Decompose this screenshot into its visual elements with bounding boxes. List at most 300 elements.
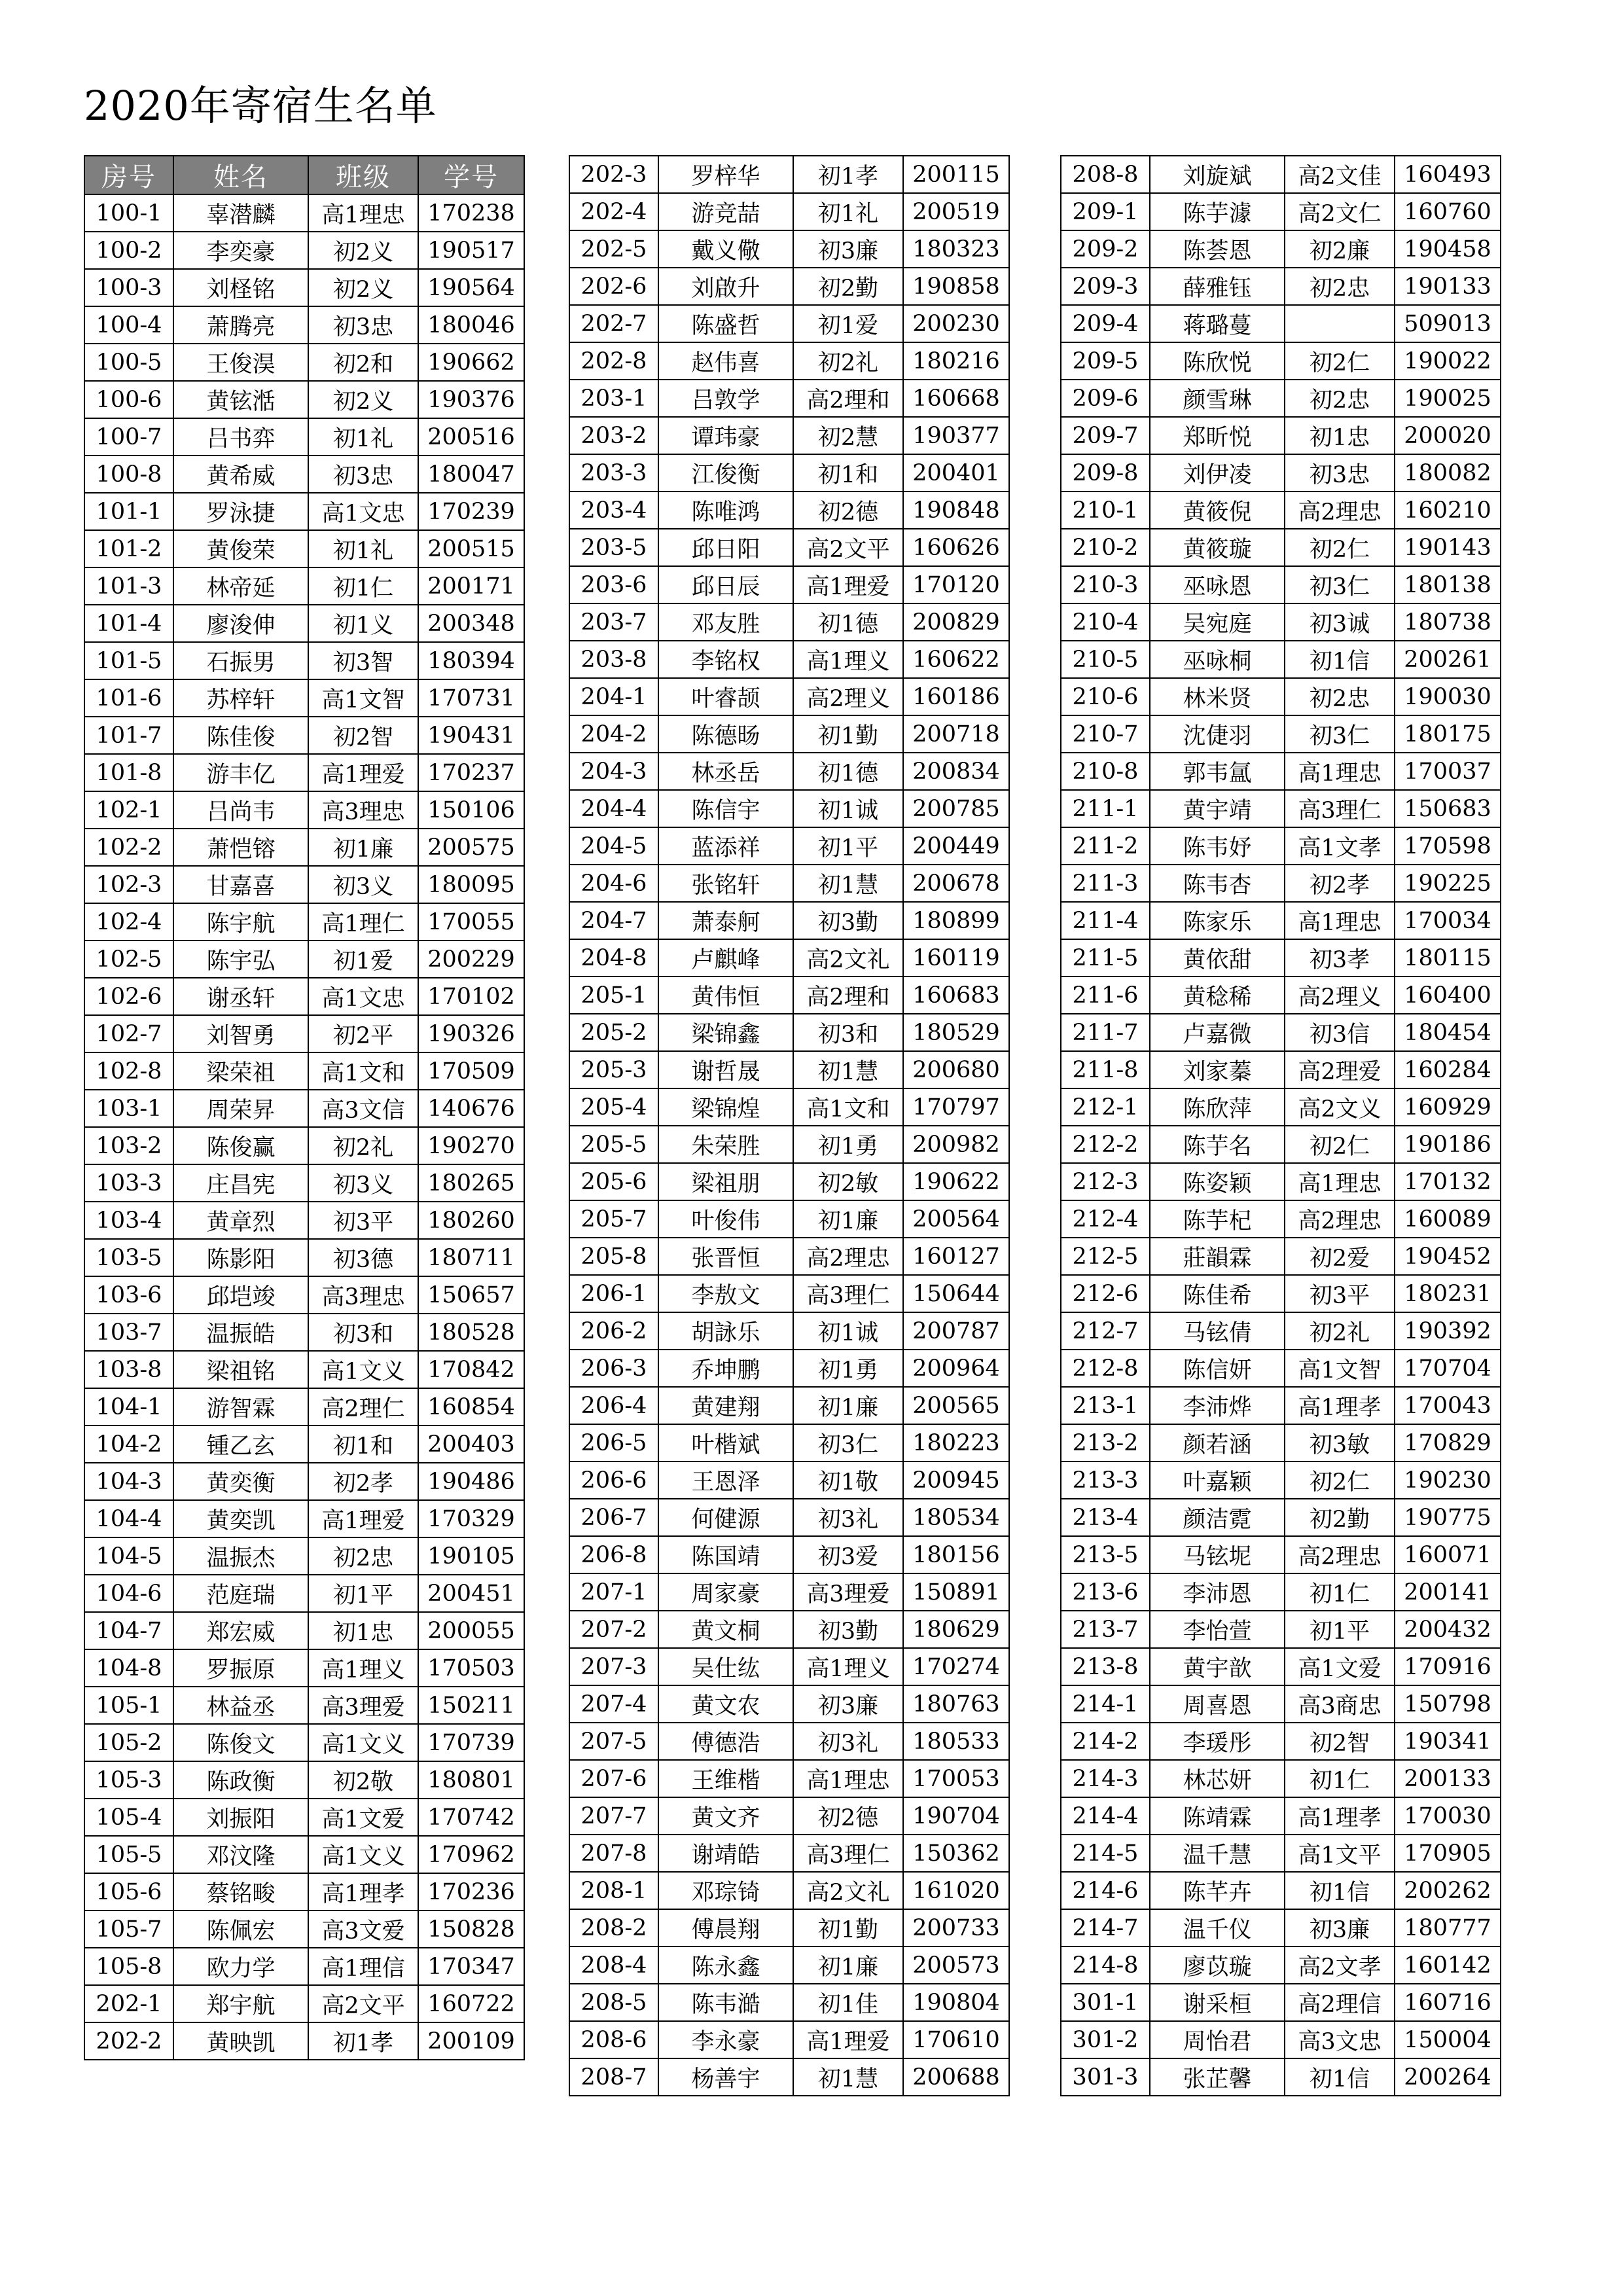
cell-name: 黄奕凯 <box>173 1500 308 1537</box>
cell-id: 170120 <box>903 566 1009 603</box>
cell-name: 林益丞 <box>173 1687 308 1724</box>
table-row <box>84 866 524 903</box>
cell-id: 190270 <box>418 1127 524 1164</box>
table-row <box>1061 1051 1501 1088</box>
cell-class: 初2义 <box>308 269 418 306</box>
cell-class: 高2理爱 <box>1285 1051 1395 1088</box>
cell-name: 陈国靖 <box>658 1536 793 1573</box>
cell-name: 郭韦氲 <box>1150 753 1285 790</box>
cell-id: 180777 <box>1395 1909 1501 1946</box>
cell-room: 203-4 <box>569 492 658 529</box>
cell-class: 高1理爱 <box>793 2021 903 2058</box>
cell-room: 210-8 <box>1061 753 1150 790</box>
cell-room: 202-3 <box>569 156 658 193</box>
table-row <box>1061 902 1501 939</box>
cell-name: 刘智勇 <box>173 1015 308 1052</box>
table-row <box>1061 1611 1501 1648</box>
cell-id: 200348 <box>418 605 524 642</box>
cell-id: 170731 <box>418 679 524 717</box>
cell-room: 214-2 <box>1061 1723 1150 1760</box>
cell-room: 100-3 <box>84 269 173 306</box>
cell-name: 朱荣胜 <box>658 1126 793 1163</box>
cell-id: 160716 <box>1395 1984 1501 2021</box>
cell-id: 170598 <box>1395 827 1501 865</box>
cell-name: 郑宇航 <box>173 1985 308 2022</box>
cell-name: 蔡铭畯 <box>173 1873 308 1910</box>
table-row <box>569 268 1009 305</box>
cell-id: 170503 <box>418 1649 524 1687</box>
cell-class: 初3勤 <box>793 902 903 939</box>
cell-name: 刘啟升 <box>658 268 793 305</box>
cell-class: 初1平 <box>308 1575 418 1612</box>
cell-room: 208-6 <box>569 2021 658 2058</box>
cell-name: 周荣昇 <box>173 1090 308 1127</box>
table-row <box>569 1723 1009 1760</box>
table-row <box>1061 1275 1501 1312</box>
cell-room: 211-3 <box>1061 865 1150 902</box>
cell-room: 205-3 <box>569 1051 658 1088</box>
cell-room: 100-4 <box>84 306 173 344</box>
cell-room: 214-8 <box>1061 1946 1150 1984</box>
cell-name: 巫咏恩 <box>1150 566 1285 603</box>
table-row <box>84 1202 524 1239</box>
cell-name: 陈佳希 <box>1150 1275 1285 1312</box>
table-row <box>569 1200 1009 1238</box>
cell-name: 傅德浩 <box>658 1723 793 1760</box>
cell-name: 林米贤 <box>1150 678 1285 715</box>
table-row <box>84 1052 524 1090</box>
cell-class: 初3平 <box>308 1202 418 1239</box>
cell-room: 212-8 <box>1061 1350 1150 1387</box>
roster-table-1 <box>84 155 525 2060</box>
cell-id: 180047 <box>418 456 524 493</box>
cell-room: 100-1 <box>84 194 173 232</box>
cell-id: 160089 <box>1395 1200 1501 1238</box>
cell-room: 102-7 <box>84 1015 173 1052</box>
table-row <box>84 1351 524 1388</box>
cell-class: 高2文佳 <box>1285 156 1395 193</box>
cell-class: 初1礼 <box>308 418 418 456</box>
cell-class: 初3忠 <box>308 306 418 344</box>
table-row <box>84 903 524 941</box>
cell-class: 初3仁 <box>1285 566 1395 603</box>
cell-name: 林帝延 <box>173 567 308 605</box>
cell-class: 初1慧 <box>793 2058 903 2096</box>
cell-id: 170509 <box>418 1052 524 1090</box>
cell-class: 初2义 <box>308 381 418 418</box>
cell-room: 203-2 <box>569 417 658 454</box>
cell-class: 初1忠 <box>1285 417 1395 454</box>
cell-room: 104-3 <box>84 1463 173 1500</box>
cell-name: 吕书弈 <box>173 418 308 456</box>
cell-id: 200575 <box>418 829 524 866</box>
table-row <box>1061 1723 1501 1760</box>
cell-name: 黄伟恒 <box>658 977 793 1014</box>
cell-room: 202-1 <box>84 1985 173 2022</box>
cell-name: 温振杰 <box>173 1537 308 1575</box>
cell-name: 温振皓 <box>173 1314 308 1351</box>
cell-class: 初3廉 <box>793 1685 903 1723</box>
cell-class: 初3敏 <box>1285 1424 1395 1462</box>
table-row <box>84 1836 524 1873</box>
table-row <box>84 829 524 866</box>
cell-id: 190662 <box>418 344 524 381</box>
cell-id: 170916 <box>1395 1648 1501 1685</box>
cell-room: 211-2 <box>1061 827 1150 865</box>
cell-id: 190486 <box>418 1463 524 1500</box>
cell-name: 黄宇靖 <box>1150 790 1285 827</box>
cell-name: 陈芋澽 <box>1150 193 1285 230</box>
cell-class: 高2理忠 <box>1285 1536 1395 1573</box>
cell-name: 邱日阳 <box>658 529 793 566</box>
table-row <box>1061 865 1501 902</box>
cell-name: 蓝添祥 <box>658 827 793 865</box>
cell-class: 初1慧 <box>793 865 903 902</box>
cell-class: 高2文义 <box>1285 1088 1395 1126</box>
table-row <box>84 418 524 456</box>
cell-name: 谢采桓 <box>1150 1984 1285 2021</box>
cell-room: 210-4 <box>1061 603 1150 641</box>
cell-class: 初3廉 <box>793 230 903 268</box>
cell-id: 170347 <box>418 1948 524 1985</box>
cell-name: 刘伊凌 <box>1150 454 1285 492</box>
cell-id: 200787 <box>903 1312 1009 1350</box>
cell-id: 160683 <box>903 977 1009 1014</box>
cell-class: 高1理爱 <box>793 566 903 603</box>
cell-room: 104-1 <box>84 1388 173 1426</box>
table-row <box>1061 1573 1501 1611</box>
cell-id: 170238 <box>418 194 524 232</box>
cell-name: 薛雅钰 <box>1150 268 1285 305</box>
cell-room: 212-7 <box>1061 1312 1150 1350</box>
cell-id: 180095 <box>418 866 524 903</box>
cell-class: 初2忠 <box>308 1537 418 1575</box>
cell-id: 190858 <box>903 268 1009 305</box>
cell-name: 陈荟恩 <box>1150 230 1285 268</box>
cell-class: 初2仁 <box>1285 1126 1395 1163</box>
cell-room: 101-4 <box>84 605 173 642</box>
cell-id: 180899 <box>903 902 1009 939</box>
cell-room: 202-2 <box>84 2022 173 2060</box>
cell-name: 陈佳俊 <box>173 717 308 754</box>
cell-name: 苏梓轩 <box>173 679 308 717</box>
cell-room: 206-2 <box>569 1312 658 1350</box>
cell-room: 205-7 <box>569 1200 658 1238</box>
cell-id: 200141 <box>1395 1573 1501 1611</box>
cell-name: 陈欣悦 <box>1150 342 1285 380</box>
table-row <box>569 790 1009 827</box>
cell-room: 103-8 <box>84 1351 173 1388</box>
cell-room: 202-8 <box>569 342 658 380</box>
cell-class: 初3和 <box>793 1014 903 1051</box>
cell-room: 101-1 <box>84 493 173 530</box>
cell-room: 210-5 <box>1061 641 1150 678</box>
cell-id: 180529 <box>903 1014 1009 1051</box>
cell-name: 梁锦鑫 <box>658 1014 793 1051</box>
table-row <box>569 939 1009 977</box>
cell-id: 200451 <box>418 1575 524 1612</box>
cell-class: 高1理忠 <box>308 194 418 232</box>
cell-id: 150891 <box>903 1573 1009 1611</box>
cell-id: 200565 <box>903 1387 1009 1424</box>
cell-room: 105-4 <box>84 1799 173 1836</box>
cell-id: 190848 <box>903 492 1009 529</box>
cell-name: 陈德旸 <box>658 715 793 753</box>
cell-room: 203-3 <box>569 454 658 492</box>
table-row <box>1061 1984 1501 2021</box>
cell-name: 罗梓华 <box>658 156 793 193</box>
cell-name: 廖浚伸 <box>173 605 308 642</box>
cell-class: 初2礼 <box>308 1127 418 1164</box>
table-row <box>84 1500 524 1537</box>
cell-id: 200573 <box>903 1946 1009 1984</box>
cell-room: 212-5 <box>1061 1238 1150 1275</box>
cell-name: 游竞喆 <box>658 193 793 230</box>
cell-name: 黄依甜 <box>1150 939 1285 977</box>
cell-id: 200055 <box>418 1612 524 1649</box>
cell-name: 周喜恩 <box>1150 1685 1285 1723</box>
cell-room: 213-3 <box>1061 1462 1150 1499</box>
table-row <box>569 1387 1009 1424</box>
cell-name: 傅晨翔 <box>658 1909 793 1946</box>
cell-class: 高1文智 <box>308 679 418 717</box>
cell-class: 初3勤 <box>793 1611 903 1648</box>
table-row <box>1061 268 1501 305</box>
cell-class: 高1理信 <box>308 1948 418 1985</box>
cell-class: 高3理仁 <box>793 1275 903 1312</box>
cell-name: 蒋璐蔓 <box>1150 305 1285 342</box>
cell-id: 150798 <box>1395 1685 1501 1723</box>
cell-name: 石振男 <box>173 642 308 679</box>
table-row <box>1061 678 1501 715</box>
table-row <box>1061 492 1501 529</box>
table-row <box>84 344 524 381</box>
table-row <box>1061 641 1501 678</box>
cell-id: 180156 <box>903 1536 1009 1573</box>
cell-name: 陈俊赢 <box>173 1127 308 1164</box>
cell-id: 180711 <box>418 1239 524 1276</box>
cell-name: 陈宇航 <box>173 903 308 941</box>
cell-class: 高1理孝 <box>308 1873 418 1910</box>
table-row <box>569 1909 1009 1946</box>
cell-class: 初2敬 <box>308 1761 418 1799</box>
cell-room: 208-1 <box>569 1872 658 1909</box>
cell-id: 180231 <box>1395 1275 1501 1312</box>
cell-name: 周怡君 <box>1150 2021 1285 2058</box>
cell-id: 180738 <box>1395 603 1501 641</box>
cell-room: 213-7 <box>1061 1611 1150 1648</box>
table-row <box>569 1685 1009 1723</box>
cell-class: 高3理忠 <box>308 1276 418 1314</box>
cell-room: 100-8 <box>84 456 173 493</box>
cell-room: 205-4 <box>569 1088 658 1126</box>
cell-class: 高1文孝 <box>1285 827 1395 865</box>
table-row <box>84 717 524 754</box>
cell-name: 陈唯鸿 <box>658 492 793 529</box>
cell-name: 王恩泽 <box>658 1462 793 1499</box>
cell-class: 高1理孝 <box>1285 1797 1395 1835</box>
table-row <box>569 1424 1009 1462</box>
cell-id: 190105 <box>418 1537 524 1575</box>
table-row <box>84 642 524 679</box>
table-row <box>569 380 1009 417</box>
table-row <box>569 1760 1009 1797</box>
table-row <box>569 1835 1009 1872</box>
table-row <box>569 1946 1009 1984</box>
cell-room: 103-3 <box>84 1164 173 1202</box>
cell-room: 104-8 <box>84 1649 173 1687</box>
table-row <box>84 232 524 269</box>
page-title: 2020年寄宿生名单 <box>84 82 437 130</box>
cell-id: 170610 <box>903 2021 1009 2058</box>
cell-class: 初2智 <box>308 717 418 754</box>
cell-room: 208-8 <box>1061 156 1150 193</box>
cell-class: 高2文平 <box>793 529 903 566</box>
cell-room: 102-5 <box>84 941 173 978</box>
table-row <box>84 1873 524 1910</box>
table-row <box>84 1537 524 1575</box>
table-row <box>569 193 1009 230</box>
cell-id: 170274 <box>903 1648 1009 1685</box>
cell-room: 209-8 <box>1061 454 1150 492</box>
cell-room: 209-3 <box>1061 268 1150 305</box>
cell-name: 陈姿颖 <box>1150 1163 1285 1200</box>
cell-room: 213-1 <box>1061 1387 1150 1424</box>
cell-class: 高1理忠 <box>1285 753 1395 790</box>
cell-id: 190517 <box>418 232 524 269</box>
cell-class: 初3德 <box>308 1239 418 1276</box>
table-row <box>569 977 1009 1014</box>
cell-name: 叶嘉颖 <box>1150 1462 1285 1499</box>
table-row <box>1061 305 1501 342</box>
table-row <box>569 1014 1009 1051</box>
cell-name: 叶俊伟 <box>658 1200 793 1238</box>
cell-id: 160760 <box>1395 193 1501 230</box>
table-row <box>569 1088 1009 1126</box>
cell-id: 180082 <box>1395 454 1501 492</box>
cell-class: 初2孝 <box>308 1463 418 1500</box>
table-row <box>569 1573 1009 1611</box>
cell-id: 190143 <box>1395 529 1501 566</box>
cell-room: 205-2 <box>569 1014 658 1051</box>
cell-name: 黄希威 <box>173 456 308 493</box>
cell-room: 103-1 <box>84 1090 173 1127</box>
cell-id: 170739 <box>418 1724 524 1761</box>
cell-room: 102-1 <box>84 791 173 829</box>
cell-room: 212-2 <box>1061 1126 1150 1163</box>
cell-room: 208-7 <box>569 2058 658 2096</box>
cell-class: 初2礼 <box>793 342 903 380</box>
cell-id: 190230 <box>1395 1462 1501 1499</box>
cell-room: 204-5 <box>569 827 658 865</box>
cell-name: 吴宛庭 <box>1150 603 1285 641</box>
cell-name: 李铭权 <box>658 641 793 678</box>
cell-name: 萧恺镕 <box>173 829 308 866</box>
cell-class: 高1文义 <box>308 1836 418 1873</box>
cell-room: 101-6 <box>84 679 173 717</box>
table-row <box>569 1536 1009 1573</box>
cell-id: 200519 <box>903 193 1009 230</box>
cell-name: 黄建翔 <box>658 1387 793 1424</box>
table-row <box>84 791 524 829</box>
table-row <box>569 1312 1009 1350</box>
cell-id: 161020 <box>903 1872 1009 1909</box>
cell-id: 160071 <box>1395 1536 1501 1573</box>
cell-class: 初1德 <box>793 753 903 790</box>
cell-class: 初2和 <box>308 344 418 381</box>
table-row <box>569 454 1009 492</box>
cell-name: 陈欣萍 <box>1150 1088 1285 1126</box>
cell-name: 乔坤鹏 <box>658 1350 793 1387</box>
cell-id: 160400 <box>1395 977 1501 1014</box>
table-row <box>569 1499 1009 1536</box>
cell-class: 高2文平 <box>308 1985 418 2022</box>
cell-id: 150004 <box>1395 2021 1501 2058</box>
cell-id: 140676 <box>418 1090 524 1127</box>
cell-id: 180323 <box>903 230 1009 268</box>
cell-room: 204-7 <box>569 902 658 939</box>
cell-room: 104-6 <box>84 1575 173 1612</box>
table-row <box>84 1799 524 1836</box>
cell-room: 214-7 <box>1061 1909 1150 1946</box>
cell-room: 211-6 <box>1061 977 1150 1014</box>
cell-room: 104-2 <box>84 1426 173 1463</box>
table-row <box>1061 1462 1501 1499</box>
cell-id: 200115 <box>903 156 1009 193</box>
cell-id: 180175 <box>1395 715 1501 753</box>
table-row <box>569 1462 1009 1499</box>
cell-name: 吕尚韦 <box>173 791 308 829</box>
cell-room: 206-4 <box>569 1387 658 1424</box>
cell-id: 170102 <box>418 978 524 1015</box>
cell-id: 200261 <box>1395 641 1501 678</box>
cell-room: 105-1 <box>84 1687 173 1724</box>
cell-name: 黄章烈 <box>173 1202 308 1239</box>
cell-class: 高3商忠 <box>1285 1685 1395 1723</box>
cell-name: 吴仕纮 <box>658 1648 793 1685</box>
cell-name: 陈芋杞 <box>1150 1200 1285 1238</box>
table-row <box>569 230 1009 268</box>
cell-name: 陈韦杏 <box>1150 865 1285 902</box>
cell-class: 初2勤 <box>1285 1499 1395 1536</box>
header-room: 房号 <box>84 156 173 194</box>
table-row <box>84 1649 524 1687</box>
cell-name: 廖苡璇 <box>1150 1946 1285 1984</box>
cell-name: 邓琮锜 <box>658 1872 793 1909</box>
cell-class: 高2文孝 <box>1285 1946 1395 1984</box>
cell-name: 李怡萱 <box>1150 1611 1285 1648</box>
cell-name: 黄文桐 <box>658 1611 793 1648</box>
cell-name: 颜若涵 <box>1150 1424 1285 1462</box>
table-row <box>569 492 1009 529</box>
cell-room: 105-8 <box>84 1948 173 1985</box>
cell-class: 初3义 <box>308 866 418 903</box>
cell-id: 180454 <box>1395 1014 1501 1051</box>
cell-class: 初3诚 <box>1285 603 1395 641</box>
cell-class: 初1信 <box>1285 1872 1395 1909</box>
cell-room: 211-7 <box>1061 1014 1150 1051</box>
table-row <box>84 679 524 717</box>
cell-class: 高3文爱 <box>308 1910 418 1948</box>
cell-class: 初1敬 <box>793 1462 903 1499</box>
cell-id: 180265 <box>418 1164 524 1202</box>
cell-id: 190341 <box>1395 1723 1501 1760</box>
cell-name: 莊韻霖 <box>1150 1238 1285 1275</box>
cell-name: 颜洁霓 <box>1150 1499 1285 1536</box>
cell-id: 200516 <box>418 418 524 456</box>
table-row <box>1061 603 1501 641</box>
cell-id: 200564 <box>903 1200 1009 1238</box>
